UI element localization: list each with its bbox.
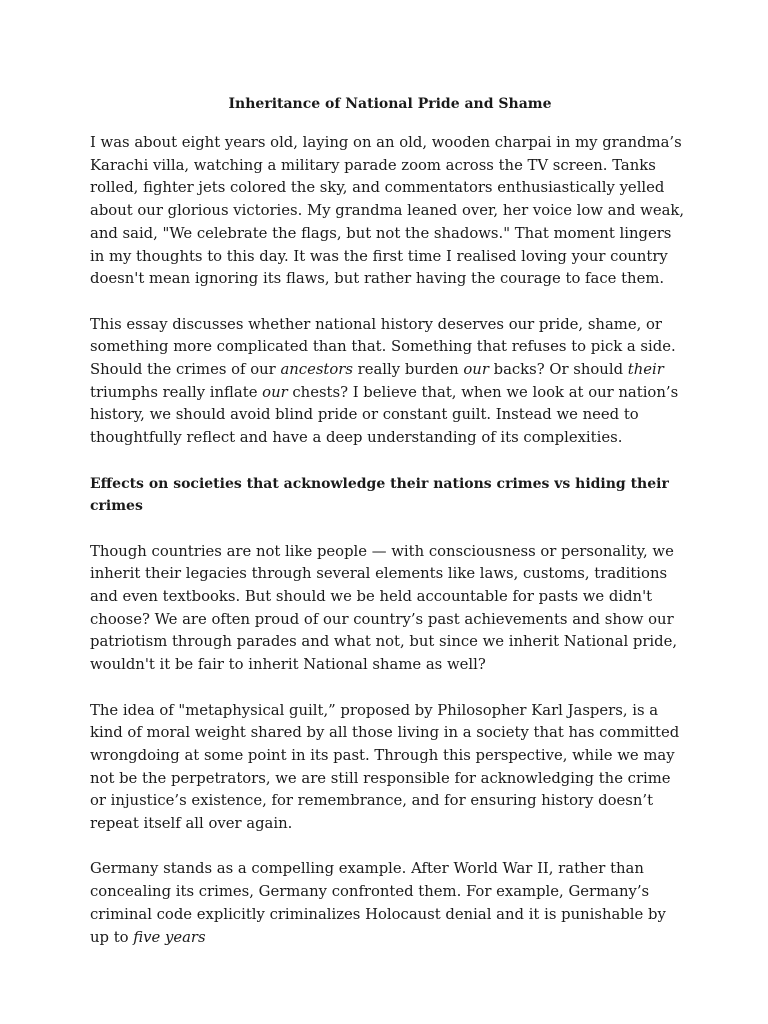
paragraph-germany	[90, 858, 688, 949]
paragraph-text: really burden	[352, 361, 464, 379]
paragraph-thesis	[90, 314, 688, 450]
emphasis-text: ancestors	[280, 361, 353, 379]
document-title: Inheritance of National Pride and Shame	[228, 96, 552, 112]
emphasis-text: five years	[133, 928, 206, 946]
paragraph-intro: I was about eight years old, laying on an old, wooden charpai in my grandma’s Karachi villa, watching a military parade zoom across the TV screen. Tanks rolled, fighter jets colored the sky, and commentators enthusiastically yelled about our glorious victories. My grandma leaned over, her voice low and weak, and said, "We celebrate the flags, but not the shadows." That moment lingers in my thoughts to this day. It was the first time I realised loving your country doesn't mean ignoring its flaws, but rather having the courage to face them.	[90, 134, 685, 288]
paragraph-text: backs? Or should	[488, 361, 628, 379]
paragraph-legacy: Though countries are not like people — with consciousness or personality, we inherit their legacies through several elements like laws, customs, traditions and even textbooks. But should we be held accountable for pasts we didn't choose? We are often proud of our country’s past achievements and show our patriotism through parades and what not, but since we inherit National pride, wouldn't it be fair to inherit National shame as well?	[90, 542, 678, 674]
paragraph-text: chests? I believe that, when we look at our nation’s history, we should avoid blind pride or constant guilt. Instead we need to thoughtfully reflect and have a deep understanding of its complexities.	[90, 383, 679, 447]
paragraph-text: Germany stands as a compelling example. After World War II, rather than concealing its crimes, Germany confronted them. For example, Germany’s criminal code explicitly criminalizes Holocaust denial and it is punishable by up to	[90, 860, 666, 946]
emphasis-text: our	[463, 361, 489, 379]
section-heading: Effects on societies that acknowledge their nations crimes vs hiding their crimes	[90, 475, 669, 515]
emphasis-text: our	[262, 383, 288, 401]
emphasis-text: their	[627, 361, 664, 379]
paragraph-metaphysical-guilt: The idea of "metaphysical guilt,” proposed by Philosopher Karl Jaspers, is a kind of moral weight shared by all those living in a society that has committed wrongdoing at some point in its past. Through this perspective, while we may not be the perpetrators, we are still responsible for acknowledging the crime or injustice’s existence, for remembrance, and for ensuring history doesn’t repeat itself all over again.	[90, 701, 680, 833]
paragraph-text: triumphs really inflate	[90, 383, 263, 401]
paragraph-text: This essay discusses whether national history deserves our pride, shame, or something more complicated than that. Something that refuses to pick a side. Should the crimes of our	[90, 315, 676, 379]
